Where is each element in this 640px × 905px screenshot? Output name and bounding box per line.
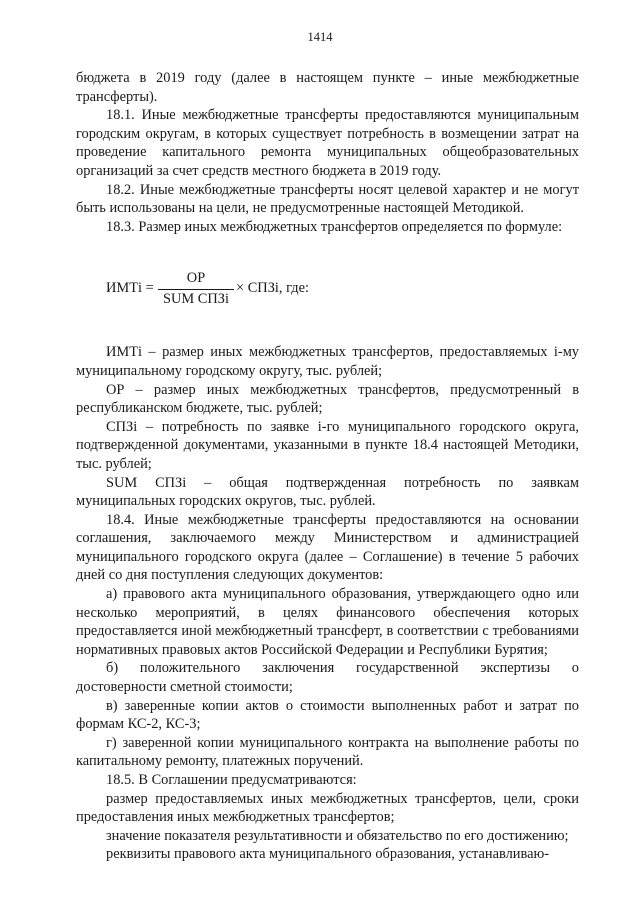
paragraph: 18.4. Иные межбюджетные трансферты предоставляются на основании соглашения, заключаемого между Министерством и администрацией муниципального городского округа (далее – Соглашение) в течение 5 рабочих дней со дня поступления следующих документов: <box>76 511 579 584</box>
paragraph: ИМТi – размер иных межбюджетных трансфертов, предоставляемых i-му муниципальному городскому округу, тыс. рублей; <box>76 344 579 379</box>
paragraph: а) правового акта муниципального образования, утверждающего одно или несколько мероприятий, в целях финансового обеспечения которых предоставляется иной межбюджетный трансферт, в соответствии с требованиями нормативных правовых актов Российской Федерации и Республики Бурятия; <box>76 586 579 658</box>
formula-rhs: × СПЗi, где: <box>236 280 309 297</box>
paragraph: бюджета в 2019 году (далее в настоящем пункте – иные межбюджетные трансферты). <box>76 70 579 105</box>
paragraph: в) заверенные копии актов о стоимости выполненных работ и затрат по формам КС-2, КС-3; <box>76 697 579 733</box>
paragraph: SUM СПЗi – общая подтвержденная потребность по заявкам муниципальных городских округов, тыс. рублей. <box>76 474 579 510</box>
formula-numerator: ОР <box>186 270 206 287</box>
paragraph: СПЗi – потребность по заявке i-го муниципального городского округа, подтвержденной документами, указанными в пункте 18.4 настоящей Методики, тыс. рублей; <box>76 418 579 472</box>
formula-fraction <box>158 269 234 308</box>
formula-lhs: ИМТi = <box>106 280 154 297</box>
formula <box>76 255 579 319</box>
document-body <box>76 69 579 864</box>
paragraph: 18.5. В Соглашении предусматриваются: <box>106 772 357 788</box>
paragraph: размер предоставляемых иных межбюджетных трансфертов, цели, сроки предоставления иных межбюджетных трансфертов; <box>76 790 579 826</box>
paragraph: реквизиты правового акта муниципального образования, устанавливаю- <box>106 846 550 863</box>
page-number: 1414 <box>307 30 333 44</box>
paragraph: 18.3. Размер иных межбюджетных трансфертов определяется по формуле: <box>106 218 563 235</box>
paragraph: 18.1. Иные межбюджетные трансферты предоставляются муниципальным городским округам, в которых существует потребность в возмещении затрат на проведение капитального ремонта муниципальных общеобразовательных организаций за счет средств местного бюджета в 2019 году. <box>76 107 579 179</box>
paragraph: значение показателя результативности и обязательство по его достижению; <box>106 827 569 844</box>
paragraphs-before <box>76 69 579 236</box>
paragraph: г) заверенной копии муниципального контракта на выполнение работы по капитальному ремонту, платежных поручений. <box>76 734 579 770</box>
formula-denominator: SUM СПЗi <box>163 290 229 307</box>
paragraph: 18.2. Иные межбюджетные трансферты носят целевой характер и не могут быть использованы на цели, не предусмотренные настоящей Методикой. <box>76 181 579 217</box>
paragraph: б) положительного заключения государственной экспертизы о достоверности сметной стоимости; <box>76 660 579 696</box>
paragraph: ОР – размер иных межбюджетных трансфертов, предусмотренный в республиканском бюджете, тыс. рублей; <box>76 381 579 417</box>
paragraphs-after <box>76 343 579 864</box>
